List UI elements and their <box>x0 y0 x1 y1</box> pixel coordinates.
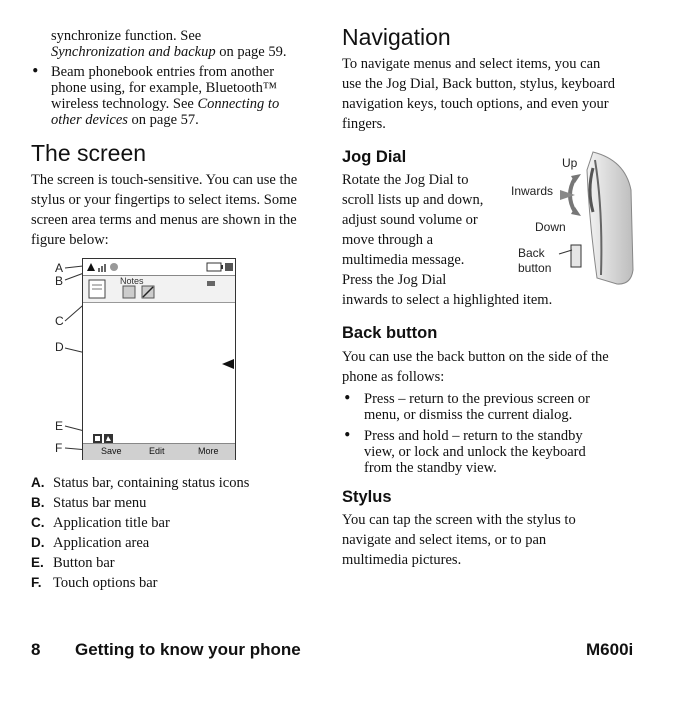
legend-item: F. Touch options bar <box>31 575 158 591</box>
label-back-button: Back button <box>518 246 552 275</box>
status-bar <box>83 259 235 276</box>
status-icons <box>83 259 235 275</box>
back-button-heading: Back button <box>342 324 438 342</box>
legend-item: A. Status bar, containing status icons <box>31 475 250 491</box>
connecting-link-cont[interactable]: other devices <box>51 112 128 128</box>
application-title-bar <box>83 276 235 303</box>
bullet-beam-line: wireless technology. See Connecting to <box>51 96 280 112</box>
callout-a: A <box>55 261 64 275</box>
back-bullet-press: Press – return to the previous screen or menu, or dismiss the current dialog. <box>364 391 590 423</box>
legend-item: E. Button bar <box>31 555 115 571</box>
page-number: 8 <box>31 640 41 659</box>
intro-line-1: synchronize function. See <box>51 28 202 44</box>
label-inwards: Inwards <box>511 184 554 198</box>
scroll-arrow-icon <box>220 358 236 372</box>
intro-link[interactable]: Synchronization and backup <box>51 44 216 60</box>
navigation-heading: Navigation <box>342 24 451 50</box>
inward-arrow <box>560 190 575 200</box>
label-up: Up <box>562 156 578 170</box>
callout-f: F <box>55 441 63 455</box>
bullet-dot: • <box>31 64 40 80</box>
back-button-shape <box>571 245 581 267</box>
save-option[interactable]: Save <box>101 446 122 456</box>
intro-line-2 <box>51 42 286 62</box>
back-button-text: You can use the back button on the side of the phone as follows: <box>342 349 609 385</box>
intro-page-ref: on page 59. <box>215 44 287 60</box>
title-bar-label: Notes <box>120 276 144 286</box>
new-note-icon <box>123 286 135 298</box>
label-down: Down <box>535 220 566 234</box>
callout-c: C <box>55 314 64 328</box>
stylus-heading: Stylus <box>342 488 392 506</box>
bullet-beam-line: other devices on page 57. <box>51 112 199 128</box>
bullet-dot: • <box>343 391 352 407</box>
bullet-beam <box>51 64 279 128</box>
signal-icon <box>87 263 95 271</box>
stylus-text: You can tap the screen with the stylus to navigate and select items, or to pan multimedia pictures. <box>342 512 576 568</box>
figure-legend <box>31 473 249 593</box>
callout-e: E <box>55 419 64 433</box>
edit-option[interactable]: Edit <box>149 446 165 456</box>
screen-heading: The screen <box>31 140 147 166</box>
legend-item: B. Status bar menu <box>31 495 147 511</box>
legend-item: D. Application area <box>31 535 150 551</box>
back-bullet-hold: Press and hold – return to the standby view, or lock and unlock the keyboard from the standby view. <box>364 428 586 476</box>
navigation-text: To navigate menus and select items, you can use the Jog Dial, Back button, stylus, keyboard navigation keys, touch options, and even your fingers. <box>342 56 616 132</box>
battery-icon <box>207 263 221 271</box>
chapter-title: Getting to know your phone <box>75 640 301 659</box>
legend-item: C. Application title bar <box>31 515 170 531</box>
bullet-beam-line: Beam phonebook entries from another <box>51 64 275 80</box>
touch-options-bar <box>83 443 235 460</box>
screen-text: The screen is touch-sensitive. You can use the stylus or your fingertips to select items. Some screen area terms and menus are shown in the figure below: <box>31 172 298 248</box>
phone-screen-figure <box>82 258 236 460</box>
bullet-dot: • <box>343 428 352 444</box>
model-name: M600i <box>586 640 634 659</box>
callout-b: B <box>55 274 64 288</box>
jog-dial-text: Rotate the Jog Dial to scroll lists up and down, adjust sound volume or move through a multimedia message. Press the Jog Dial inwards to select a highlighted item. <box>342 172 553 308</box>
jog-dial-heading: Jog Dial <box>342 148 407 166</box>
back-arrow-icon <box>207 281 215 286</box>
menu-icon <box>225 263 233 271</box>
profile-icon <box>110 263 118 271</box>
callout-d: D <box>55 340 64 354</box>
connecting-link[interactable]: Connecting to <box>197 96 280 112</box>
more-option[interactable]: More <box>198 446 219 456</box>
button-bar <box>83 430 235 443</box>
bullet-beam-line: phone using, for example, Bluetooth™ <box>51 80 278 96</box>
